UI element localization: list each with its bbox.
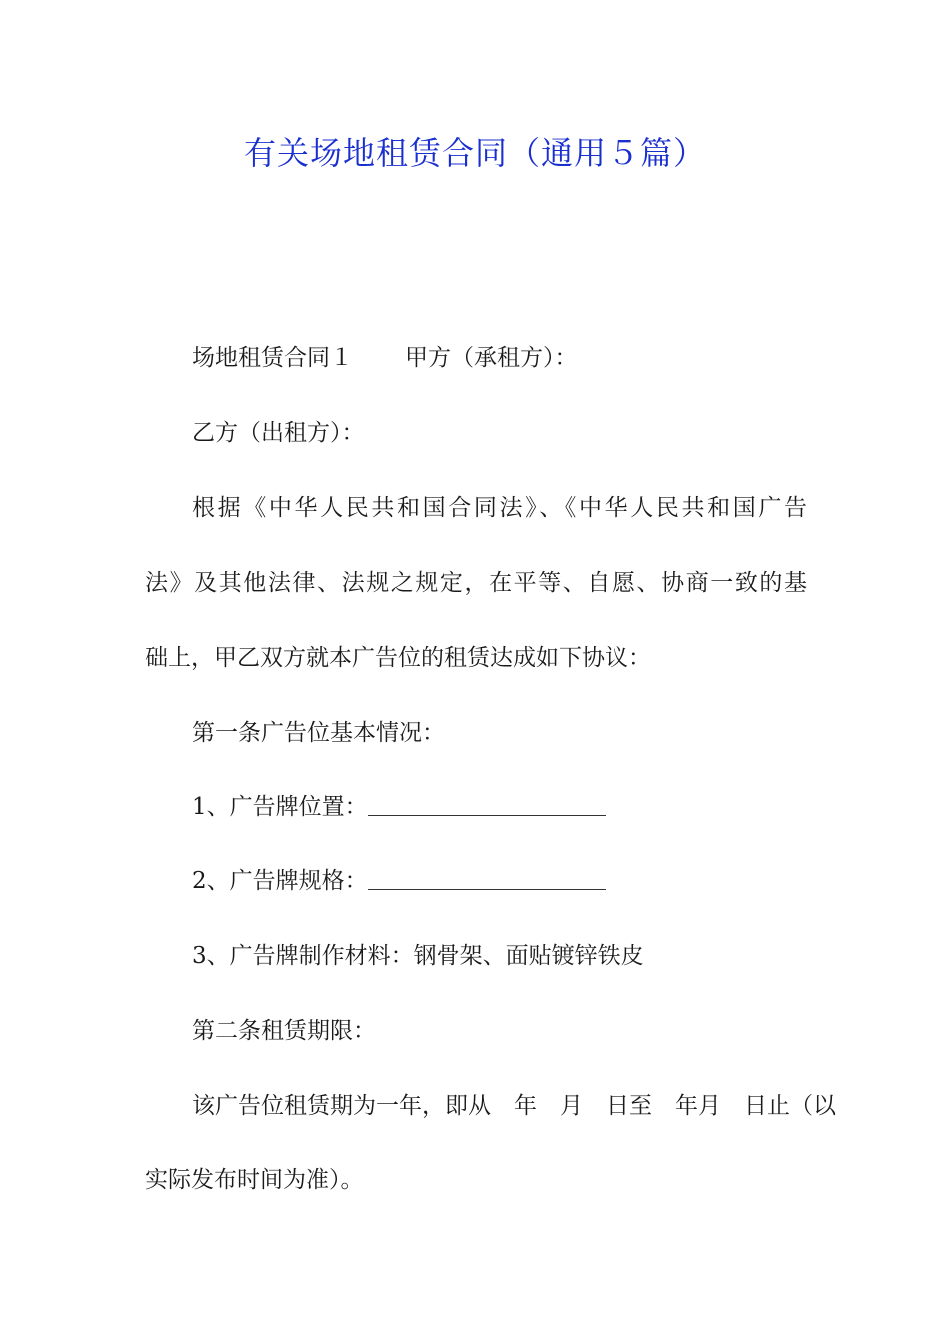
- item-3-line: 3、广告牌制作材料：钢骨架、面贴镀锌铁皮: [192, 943, 644, 969]
- contract-heading: 场地租赁合同１: [192, 345, 353, 371]
- preamble-line-1: 根据《中华人民共和国合同法》、《中华人民共和国广告: [192, 495, 807, 521]
- article-1-heading: 第一条广告位基本情况：: [192, 720, 445, 746]
- contract-heading-line: [192, 343, 578, 373]
- preamble-line-2: 法》及其他法律、法规之规定，在平等、自愿、协商一致的基: [145, 570, 807, 596]
- item-2-label: 2、广告牌规格：: [192, 868, 368, 894]
- item-1-label: 1、广告牌位置：: [192, 794, 368, 820]
- item-2-blank: [368, 867, 606, 890]
- item-1-line: [192, 792, 606, 822]
- party-b-label: 乙方（出租方）：: [192, 420, 365, 446]
- preamble-line-3: 础上，甲乙双方就本广告位的租赁达成如下协议：: [145, 645, 651, 671]
- item-1-blank: [368, 793, 606, 816]
- term-line-1: 该广告位租赁期为一年，即从 年 月 日至 年月 日止（以: [192, 1093, 836, 1119]
- item-2-line: [192, 866, 606, 896]
- party-a-label: 甲方（承租方）：: [405, 345, 578, 371]
- article-2-heading: 第二条租赁期限：: [192, 1018, 376, 1044]
- document-title: 有关场地租赁合同（通用５篇）: [243, 134, 706, 172]
- term-line-2: 实际发布时间为准）。: [145, 1167, 364, 1193]
